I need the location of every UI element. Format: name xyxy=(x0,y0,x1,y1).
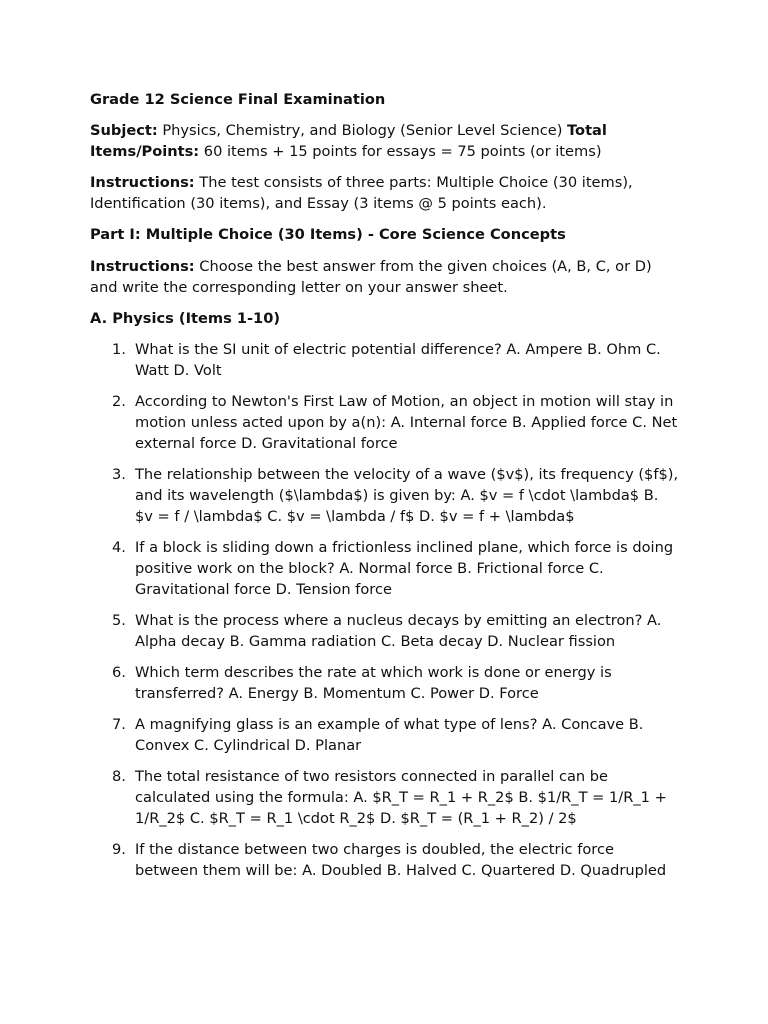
part1-instructions-label: Instructions: xyxy=(90,257,195,275)
question-text: The relationship between the velocity of a wave ($v$), its frequency ($f$), and its wavelength ($\lambda$) is given by: A. $v = f \cdot \lambda$ B. $v = f / \lambda$ C. $v = \lambda / f$ D. $v = f + \lambda$ xyxy=(135,466,679,525)
general-instructions xyxy=(90,173,680,215)
question-item xyxy=(90,663,680,705)
question-number: 3. xyxy=(112,466,126,484)
subject-label: Subject: xyxy=(90,122,158,140)
general-instructions-label: Instructions: xyxy=(90,174,195,192)
subject-value: Physics, Chemistry, and Biology (Senior Level Science) xyxy=(162,122,563,140)
question-item xyxy=(90,340,680,382)
total-label: Total Items/Points: xyxy=(90,122,607,161)
question-item xyxy=(90,392,680,454)
question-number: 2. xyxy=(112,393,126,411)
question-number: 5. xyxy=(112,611,126,629)
document-title: Grade 12 Science Final Examination xyxy=(90,91,386,108)
question-item xyxy=(90,538,680,600)
question-text: If the distance between two charges is doubled, the electric force between them will be: A. Doubled B. Halved C. Quartered D. Quadrupled xyxy=(135,841,667,879)
part1-heading: Part I: Multiple Choice (30 Items) - Core Science Concepts xyxy=(90,226,566,244)
question-item xyxy=(90,611,680,653)
question-item xyxy=(90,840,680,882)
question-number: 8. xyxy=(112,768,126,786)
exam-document xyxy=(90,90,680,892)
general-instructions-text: The test consists of three parts: Multiple Choice (30 items), Identification (30 items), and Essay (3 items @ 5 points each). xyxy=(90,174,633,213)
question-item xyxy=(90,715,680,757)
question-number: 4. xyxy=(112,539,126,557)
question-item xyxy=(90,465,680,527)
question-text: Which term describes the rate at which work is done or energy is transferred? A. Energy B. Momentum C. Power D. Force xyxy=(135,664,612,702)
question-text: According to Newton's First Law of Motion, an object in motion will stay in motion unless acted upon by a(n): A. Internal force B. Applied force C. Net external force D. Gravitational force xyxy=(135,393,678,452)
part1-instructions-text: Choose the best answer from the given choices (A, B, C, or D) and write the corresponding letter on your answer sheet. xyxy=(90,257,652,296)
question-number: 7. xyxy=(112,716,126,734)
question-number: 6. xyxy=(112,664,126,682)
question-text: A magnifying glass is an example of what type of lens? A. Concave B. Convex C. Cylindrical D. Planar xyxy=(135,716,644,754)
total-value: 60 items + 15 points for essays = 75 points (or items) xyxy=(203,143,602,161)
question-item xyxy=(90,767,680,829)
question-number: 9. xyxy=(112,841,126,859)
physics-question-list xyxy=(90,340,680,882)
question-text: The total resistance of two resistors connected in parallel can be calculated using the formula: A. $R_T = R_1 + R_2$ B. $1/R_T = 1/R_1 + 1/R_2$ C. $R_T = R_1 \cdot R_2$ D. $R_T = (R_1 + R_2) / 2$ xyxy=(135,768,667,827)
subject-paragraph xyxy=(90,121,680,163)
question-text: What is the process where a nucleus decays by emitting an electron? A. Alpha decay B. Gamma radiation C. Beta decay D. Nuclear fission xyxy=(135,611,662,650)
part1-instructions xyxy=(90,257,680,299)
question-text: What is the SI unit of electric potential difference? A. Ampere B. Ohm C. Watt D. Volt xyxy=(135,341,661,379)
question-text: If a block is sliding down a frictionless inclined plane, which force is doing positive work on the block? A. Normal force B. Frictional force C. Gravitational force D. Tension force xyxy=(135,539,674,598)
question-number: 1. xyxy=(112,341,126,359)
section-a-heading: A. Physics (Items 1-10) xyxy=(90,309,281,327)
